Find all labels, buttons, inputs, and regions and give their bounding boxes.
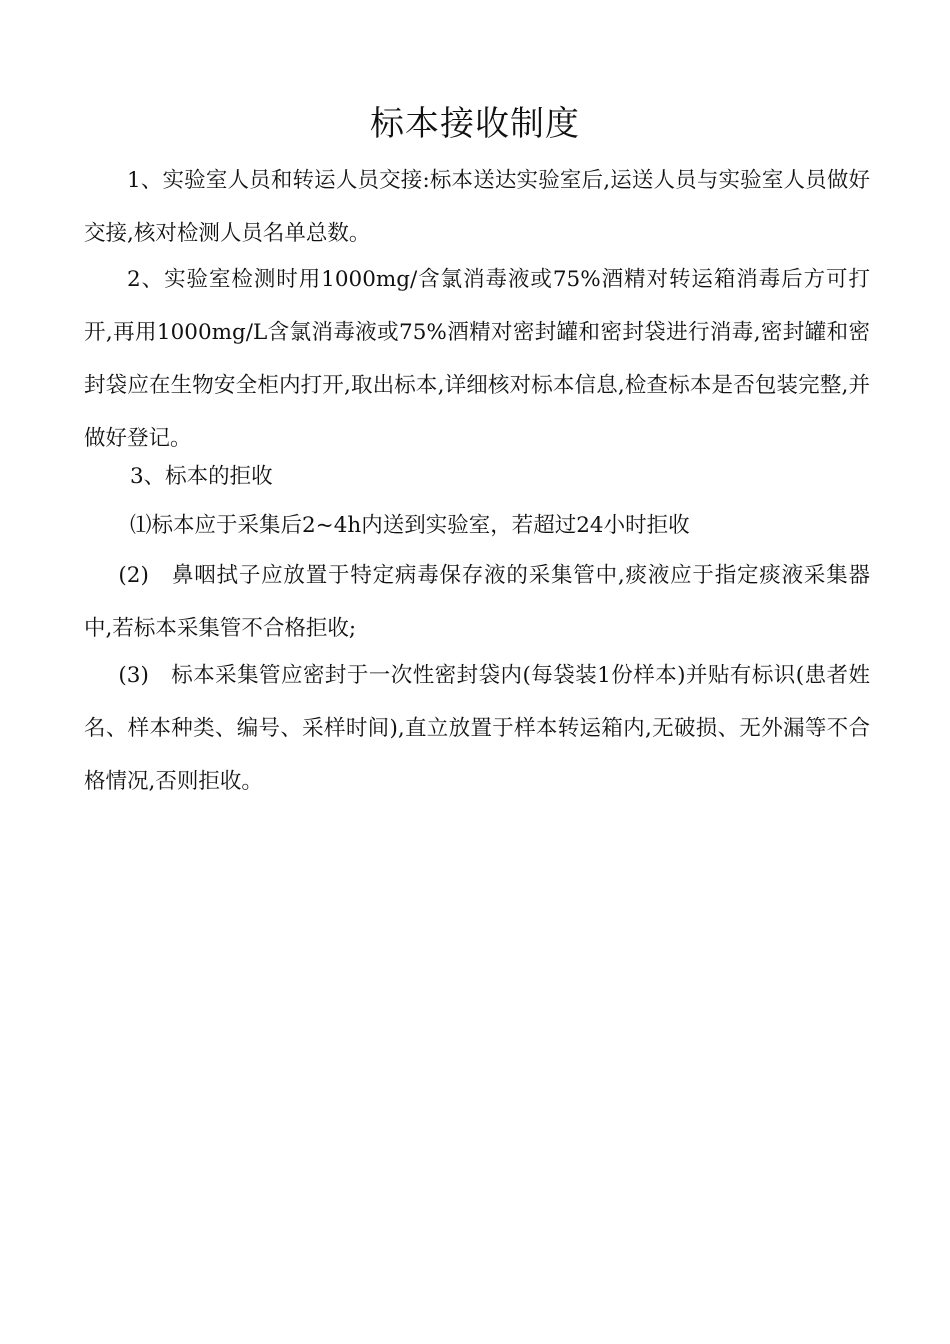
- paragraph-rejection-item-1: ⑴标本应于采集后2~4h内送到实验室，若超过24小时拒收: [130, 513, 690, 538]
- paragraph-rejection-heading: 3、标本的拒收: [130, 464, 273, 489]
- document-title: 标本接收制度: [370, 104, 580, 144]
- paragraph-rejection-item-2: (2) 鼻咽拭子应放置于特定病毒保存液的采集管中,痰液应于指定痰液采集器中,若标本采集管不合格拒收;: [84, 563, 870, 641]
- paragraph-disinfection: 2、实验室检测时用1000mg/含氯消毒液或75%酒精对转运箱消毒后方可打开,再用1000mg/L含氯消毒液或75%酒精对密封罐和密封袋进行消毒,密封罐和密封袋应在生物安全柜内打开,取出标本,详细核对标本信息,检查标本是否包装完整,并做好登记。: [84, 267, 870, 451]
- paragraph-handover: 1、实验室人员和转运人员交接:标本送达实验室后,运送人员与实验室人员做好交接,核对检测人员名单总数。: [84, 168, 870, 246]
- paragraph-rejection-item-3: (3) 标本采集管应密封于一次性密封袋内(每袋装1份样本)并贴有标识(患者姓名、样本种类、编号、采样时间),直立放置于样本转运箱内,无破损、无外漏等不合格情况,否则拒收。: [84, 663, 870, 794]
